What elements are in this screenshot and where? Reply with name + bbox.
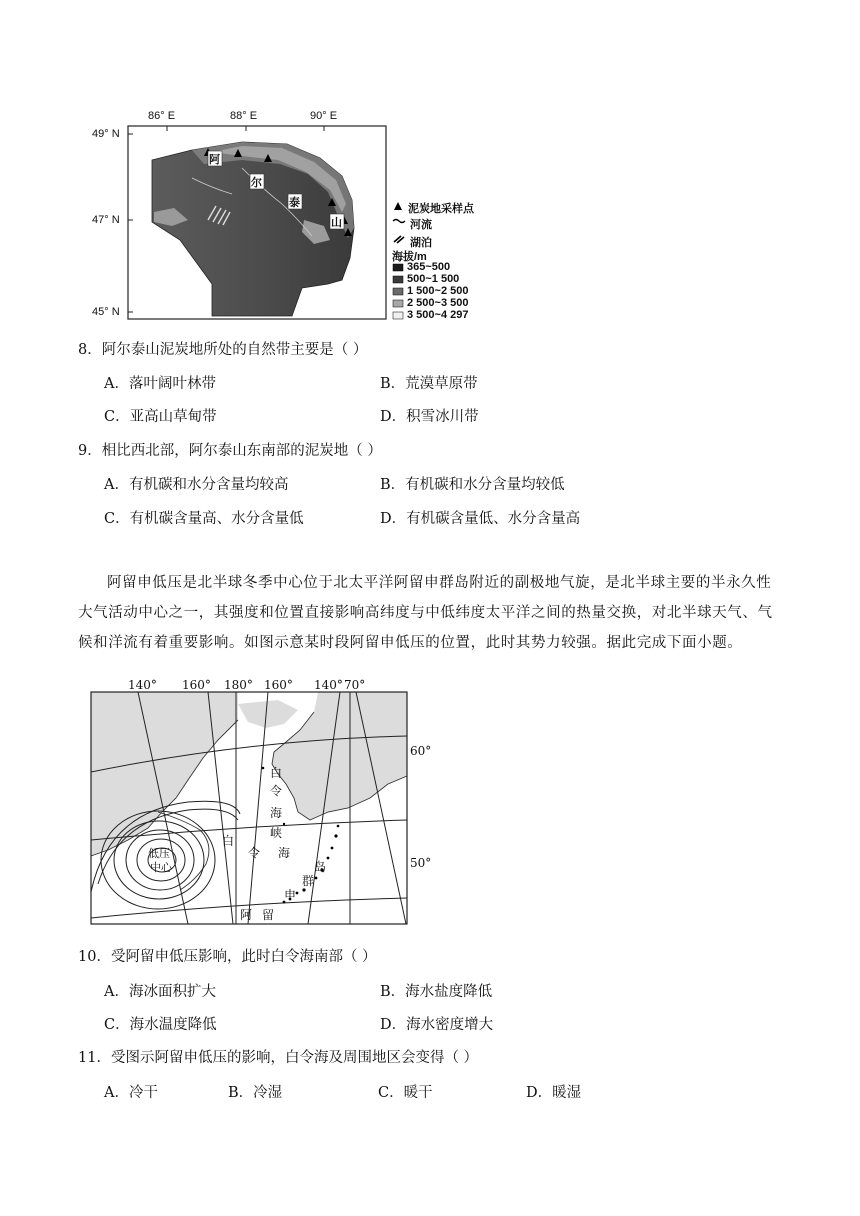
lon-label-140w-2: 140° xyxy=(314,678,343,692)
lon-label-160w: 160° xyxy=(264,678,293,692)
place-char-a: 阿 xyxy=(209,153,220,166)
strait-char-1: 白 xyxy=(270,766,283,780)
strait-char-4: 峡 xyxy=(270,826,283,840)
lon-label-88: 88° E xyxy=(230,110,258,122)
q10-option-d[interactable]: D．海水密度增大 xyxy=(380,1017,494,1033)
lat-label-60: 60° xyxy=(410,744,432,758)
question-10-stem: 10．受阿留申低压影响，此时白令海南部（ ） xyxy=(78,949,377,965)
sea-char-1: 白 xyxy=(222,834,235,848)
place-char-tai: 泰 xyxy=(289,196,300,209)
legend-swatch-4 xyxy=(393,300,403,307)
lon-label-160e: 160° xyxy=(182,678,211,692)
passage-aleutian-low: 阿留申低压是北半球冬季中心位于北太平洋阿留申群岛附近的副极地气旋，是北半球主要的半永久性大气活动中心之一，其强度和位置直接影响高纬度与中低纬度太平洋之间的热量交换，对北半球天气、气候和洋流有着重要影响。如图示意某时段阿留申低压的位置，此时其势力较强。据此完成下面小题。 xyxy=(78,575,773,651)
lon-label-70: 70° xyxy=(344,678,366,692)
q8-option-c[interactable]: C．亚高山草甸带 xyxy=(104,409,217,425)
low-center-label-1: 低压 xyxy=(148,847,170,860)
q9-option-d[interactable]: D．有机碳含量低、水分含量高 xyxy=(380,511,581,527)
legend-swatch-2 xyxy=(393,276,403,283)
strait-char-2: 令 xyxy=(270,784,283,798)
question-9-stem: 9．相比西北部，阿尔泰山东南部的泥炭地（ ） xyxy=(78,443,382,459)
sea-char-3: 海 xyxy=(278,846,291,860)
q11-option-d[interactable]: D．暖湿 xyxy=(526,1085,582,1101)
low-center-label-2: 中心 xyxy=(150,861,172,874)
altai-map-figure xyxy=(92,108,522,328)
islands-char-3: 申 xyxy=(284,888,297,902)
question-11-stem: 11．受图示阿留申低压的影响，白令海及周围地区会变得（ ） xyxy=(78,1050,479,1066)
strait-char-3: 海 xyxy=(270,806,283,820)
legend-river-label: 河流 xyxy=(410,219,432,231)
aleutian-map-figure xyxy=(88,680,448,926)
legend-elev-title: 海拔/m xyxy=(392,251,427,263)
lon-label-140w: 140° xyxy=(128,678,157,692)
q9-option-a[interactable]: A．有机碳和水分含量均较高 xyxy=(104,477,289,493)
lat-label-49: 49° N xyxy=(92,128,120,140)
q10-option-b[interactable]: B．海水盐度降低 xyxy=(380,984,493,1000)
islands-char-5: 岛 xyxy=(314,860,327,874)
legend-class-1: 365~500 xyxy=(407,261,451,273)
lon-label-180: 180° xyxy=(224,678,253,692)
lat-label-47: 47° N xyxy=(92,214,120,226)
q10-option-c[interactable]: C．海水温度降低 xyxy=(104,1017,217,1033)
q11-option-c[interactable]: C．暖干 xyxy=(378,1085,433,1101)
place-char-er: 尔 xyxy=(251,176,262,189)
islands-char-4: 群 xyxy=(302,874,315,888)
q10-option-a[interactable]: A．海冰面积扩大 xyxy=(104,984,216,1000)
q9-option-c[interactable]: C．有机碳含量高、水分含量低 xyxy=(104,511,304,527)
q8-option-a[interactable]: A．落叶阔叶林带 xyxy=(104,376,216,392)
place-char-shan: 山 xyxy=(331,216,342,229)
legend-class-3: 1 500~2 500 xyxy=(407,285,469,297)
lon-label-86: 86° E xyxy=(148,110,176,122)
q11-option-a[interactable]: A．冷干 xyxy=(104,1085,158,1101)
legend-sample-label: 泥炭地采样点 xyxy=(408,203,474,215)
q9-option-b[interactable]: B．有机碳和水分含量均较低 xyxy=(380,477,565,493)
q8-option-d[interactable]: D．积雪冰川带 xyxy=(380,409,479,425)
legend-lake-label: 湖泊 xyxy=(410,237,432,249)
q11-option-b[interactable]: B．冷湿 xyxy=(228,1085,283,1101)
legend-class-4: 2 500~3 500 xyxy=(407,297,469,309)
lon-label-90: 90° E xyxy=(310,110,338,122)
legend-swatch-3 xyxy=(393,288,403,295)
legend-swatch-5 xyxy=(393,312,403,319)
legend-class-5: 3 500~4 297 xyxy=(407,309,469,321)
sea-char-2: 令 xyxy=(248,846,261,860)
lat-label-45: 45° N xyxy=(92,306,120,318)
legend-class-2: 500~1 500 xyxy=(407,273,460,285)
lat-label-50: 50° xyxy=(410,856,432,870)
islands-char-1: 阿 xyxy=(240,908,253,922)
legend-swatch-1 xyxy=(393,264,403,271)
q8-option-b[interactable]: B．荒漠草原带 xyxy=(380,376,478,392)
question-8-stem: 8．阿尔泰山泥炭地所处的自然带主要是（ ） xyxy=(78,342,368,358)
islands-char-2: 留 xyxy=(262,908,275,922)
